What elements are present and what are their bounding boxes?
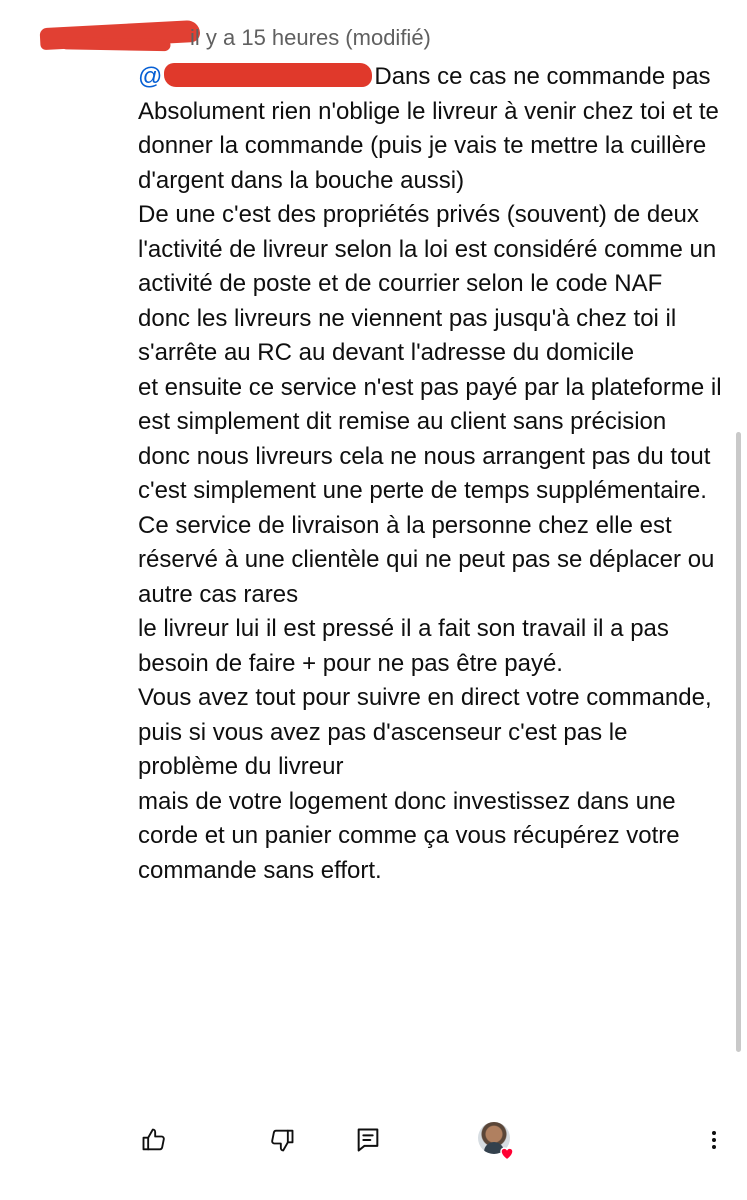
thumbs-up-icon [140,1126,168,1154]
reply-icon [354,1126,382,1154]
redacted-mention-handle [164,63,372,87]
comment-line-9: mais de votre logement donc investissez dans une corde et un panier comme ça vous récupérez votre commande sans effort. [138,787,680,884]
comment-timestamp: il y a 15 heures (modifié) [190,25,431,50]
comment-line-8: Vous avez tout pour suivre en direct votre commande, puis si vous avez pas d'ascenseur c'est pas le problème du livreur [138,684,712,780]
thumbs-down-icon [268,1126,296,1154]
comment-line-5: donc nous livreurs cela ne nous arrangent pas du tout c'est simplement une perte de temps supplémentaire. [138,442,711,504]
comment-line-3: donc les livreurs ne viennent pas jusqu'à chez toi il s'arrête au RC au devant l'adresse du domicile [138,304,677,366]
more-options-icon [702,1126,726,1154]
creator-heart-icon [498,1144,516,1162]
creator-heart-badge[interactable] [478,1122,518,1162]
comment-line-0: Dans ce cas ne commande pas [374,63,711,90]
comment-line-4: et ensuite ce service n'est pas payé par la plateforme il est simplement dit remise au client sans précision [138,373,722,435]
mention-link[interactable] [138,60,374,95]
reply-button[interactable] [348,1118,388,1162]
scrollbar[interactable] [736,432,741,1052]
like-button[interactable] [134,1118,174,1162]
more-options-button[interactable] [694,1118,734,1162]
redacted-author-name [40,20,201,50]
mention-prefix: @ [138,63,163,90]
comment-line-1: Absolument rien n'oblige le livreur à venir chez toi et te donner la commande (puis je vais te mettre la cuillère d'argent dans la bouche aussi) [138,97,719,194]
comment-header [40,18,640,58]
comment-first-line [138,60,728,95]
comment-line-7: le livreur lui il est pressé il a fait son travail il a pas besoin de faire + pour ne pas être payé. [138,615,669,677]
comment-line-6: Ce service de livraison à la personne chez elle est réservé à une clientèle qui ne peut pas se déplacer ou autre cas rares [138,511,715,608]
comment-actions [138,1118,738,1168]
comment-body [138,60,728,888]
comment-line-2: De une c'est des propriétés privés (souvent) de deux l'activité de livreur selon la loi est considéré comme un activité de poste et de courrier selon le code NAF [138,201,717,297]
dislike-button[interactable] [262,1118,302,1162]
